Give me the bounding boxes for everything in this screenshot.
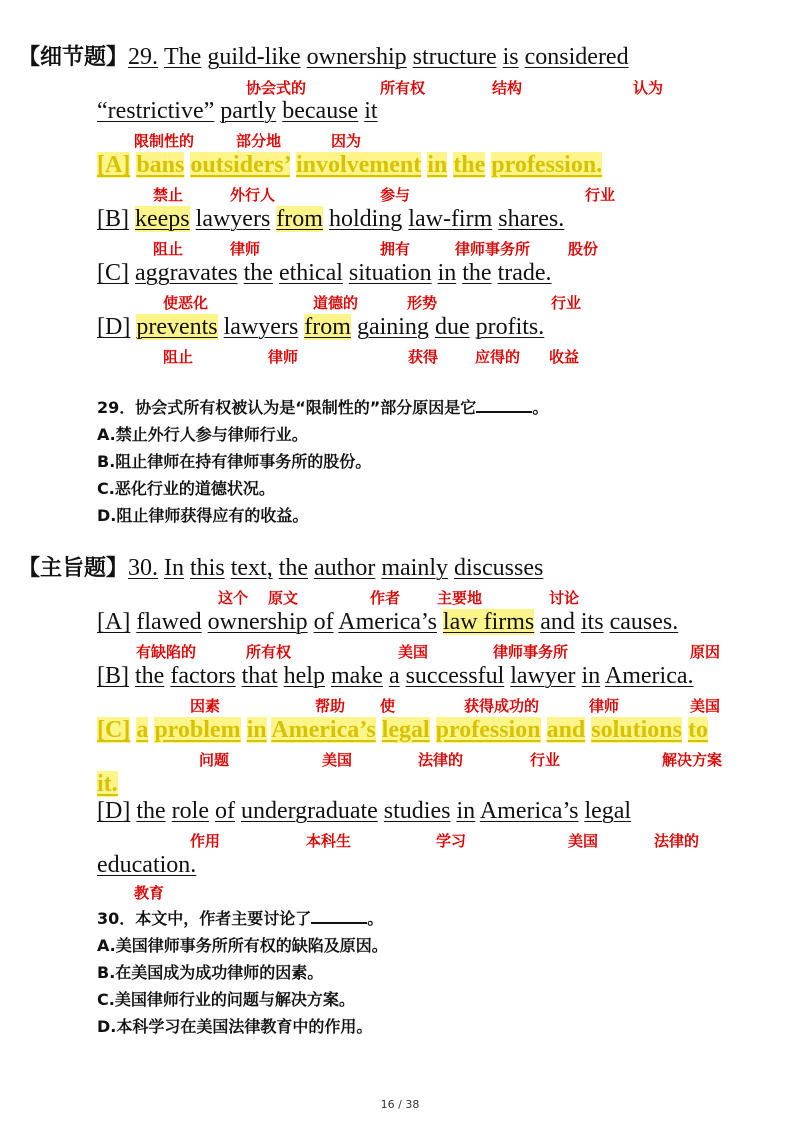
word: role [171,798,209,824]
gloss: 教育 [134,884,165,902]
word: from [304,314,351,340]
q30-cn-option-b: B.在美国成为成功律师的因素。 [97,963,324,982]
word: profession [435,717,541,743]
word: it [364,98,378,124]
gloss: 法律的 [418,751,464,769]
word: America’s [338,609,437,635]
q29-cn-option-a: A.禁止外行人参与律师行业。 [97,425,308,444]
word: from [276,206,323,232]
cn-text: 。 [367,909,384,928]
option-letter: [B] [97,663,129,689]
word: of [214,798,235,824]
gloss: 使 [380,697,396,715]
gloss: 主要地 [437,589,483,607]
q30-cn-option-a: A.美国律师事务所所有权的缺陷及原因。 [97,936,388,955]
option-letter: [D] [97,798,131,824]
gloss: 禁止 [153,186,184,204]
word: author [314,555,376,581]
answer-blank [311,907,367,924]
word: undergraduate [240,798,378,824]
gloss: 律师事务所 [455,240,531,258]
gloss: 这个 [218,589,249,607]
gloss: 律师 [268,348,299,366]
word: In [164,555,185,581]
word: prevents [136,314,218,340]
word: ownership [306,44,407,70]
word: a [388,663,400,689]
gloss: 使恶化 [163,294,209,312]
word: this [190,555,225,581]
word: its [580,609,604,635]
option-letter: [C] [97,717,131,743]
q30-option-c [97,715,800,745]
q30-option-b [97,661,800,691]
word: profession. [491,152,603,178]
word: discusses [454,555,544,581]
cn-text: 29．协会式所有权被认为是“限制性的”部分原因是它 [97,398,477,417]
gloss: 作者 [370,589,401,607]
word: mainly [381,555,448,581]
word: problem [154,717,241,743]
gloss: 法律的 [654,832,700,850]
word: because [282,98,359,124]
gloss: 学习 [436,832,467,850]
q30-option-a [97,607,800,637]
gloss: 阻止 [153,240,184,258]
cn-text: 。 [532,398,549,417]
word: America’s [271,717,376,743]
q29-cn-option-d: D.阻止律师获得应有的收益。 [97,506,309,525]
q30-number: 30. [128,555,159,581]
q29-option-d [97,312,800,342]
q29-option-b [97,204,800,234]
q29-option-c [97,258,800,288]
word: bans [136,152,185,178]
word: outsiders’ [190,152,290,178]
word: guild-like [207,44,301,70]
word: factors [170,663,236,689]
q30-cn-option-d: D.本科学习在美国法律教育中的作用。 [97,1017,373,1036]
word: America. [604,663,694,689]
gloss: 原文 [268,589,299,607]
gloss: 问题 [199,751,230,769]
word: is [502,44,519,70]
word: lawyers [223,314,299,340]
q29-stem-line1 [18,42,800,73]
q29-type-tag: 【细节题】 [18,45,129,70]
gloss: 行业 [530,751,561,769]
word: to [687,717,708,743]
gloss: 行业 [585,186,616,204]
word: it. [97,771,118,797]
word: the [453,152,486,178]
page-number: 16 / 38 [380,1098,420,1111]
word: profits. [475,314,545,340]
q29-cn-option-b: B.阻止律师在持有律师事务所的股份。 [97,452,372,471]
word: gaining [356,314,429,340]
word: and [540,609,575,635]
gloss: 收益 [549,348,580,366]
gloss: 所有权 [380,79,426,97]
word: flawed [136,609,202,635]
gloss: 帮助 [315,697,346,715]
word: the [243,260,273,286]
gloss: 应得的 [475,348,521,366]
q30-cn-option-c: C.美国律师行业的问题与解决方案。 [97,990,355,1009]
word: education. [97,852,197,878]
q29-option-a [97,150,800,180]
gloss: 参与 [380,186,411,204]
word: of [313,609,334,635]
gloss: 道德的 [313,294,359,312]
word: lawyers [195,206,271,232]
word: text, [230,555,273,581]
q30-type-tag: 【主旨题】 [18,556,129,581]
gloss: 讨论 [549,589,580,607]
word: in [427,152,448,178]
gloss: 原因 [690,643,721,661]
q30-cn-stem [97,907,800,931]
word: law-firm [408,206,493,232]
word: successful [405,663,505,689]
gloss: 结构 [492,79,523,97]
gloss: 获得 [408,348,439,366]
gloss: 获得成功的 [464,697,540,715]
word: the [462,260,492,286]
gloss: 协会式的 [246,79,307,97]
word: America’s [479,798,579,824]
word: aggravates [135,260,238,286]
option-letter: [B] [97,206,129,232]
gloss: 美国 [398,643,429,661]
gloss: 律师 [230,240,261,258]
gloss: 美国 [322,751,353,769]
option-letter: [D] [97,314,131,340]
word: considered [524,44,629,70]
gloss: 美国 [690,697,721,715]
word: the [136,798,166,824]
q30-option-d [97,796,800,826]
word: involvement [295,152,422,178]
word: trade. [497,260,552,286]
q29-stem-line2 [97,96,800,126]
word: partly [220,98,277,124]
word: solutions [591,717,682,743]
word: structure [412,44,497,70]
gloss: 部分地 [236,132,282,150]
gloss: 认为 [633,79,664,97]
word: make [330,663,383,689]
word: ownership [207,609,308,635]
word: in [437,260,457,286]
gloss: 因素 [190,697,221,715]
word: in [581,663,601,689]
word: causes. [609,609,679,635]
q29-cn-option-c: C.恶化行业的道德状况。 [97,479,275,498]
word: due [434,314,470,340]
word: help [283,663,325,689]
q30-option-d-cont [97,850,800,880]
gloss: 形势 [407,294,438,312]
word: law firms [442,609,535,635]
q29-cn-stem [97,396,800,420]
word: in [456,798,476,824]
gloss: 解决方案 [662,751,723,769]
word: in [246,717,267,743]
gloss: 外行人 [230,186,276,204]
word: a [136,717,149,743]
option-letter: [C] [97,260,129,286]
word: “restrictive” [97,98,215,124]
gloss: 拥有 [380,240,411,258]
gloss: 因为 [331,132,362,150]
word: holding [328,206,403,232]
word: The [164,44,202,70]
cn-text: 30．本文中，作者主要讨论了 [97,909,312,928]
word: and [546,717,586,743]
word: keeps [135,206,190,232]
word: the [278,555,309,581]
q30-stem [18,553,800,584]
gloss: 阻止 [163,348,194,366]
q29-number: 29. [128,44,159,70]
q30-option-c-cont [97,769,800,799]
word: the [135,663,165,689]
option-letter: [A] [97,152,131,178]
word: ethical [278,260,343,286]
word: lawyer [510,663,576,689]
gloss: 美国 [568,832,599,850]
option-letter: [A] [97,609,131,635]
gloss: 所有权 [246,643,292,661]
gloss: 律师事务所 [493,643,569,661]
gloss: 律师 [589,697,620,715]
gloss: 限制性的 [134,132,195,150]
word: shares. [498,206,565,232]
word: legal [381,717,430,743]
gloss: 行业 [551,294,582,312]
gloss: 股份 [568,240,599,258]
word: legal [584,798,632,824]
gloss: 作用 [190,832,221,850]
word: that [241,663,278,689]
word: situation [348,260,432,286]
gloss: 本科生 [306,832,352,850]
gloss: 有缺陷的 [136,643,197,661]
answer-blank [476,396,532,413]
word: studies [383,798,451,824]
